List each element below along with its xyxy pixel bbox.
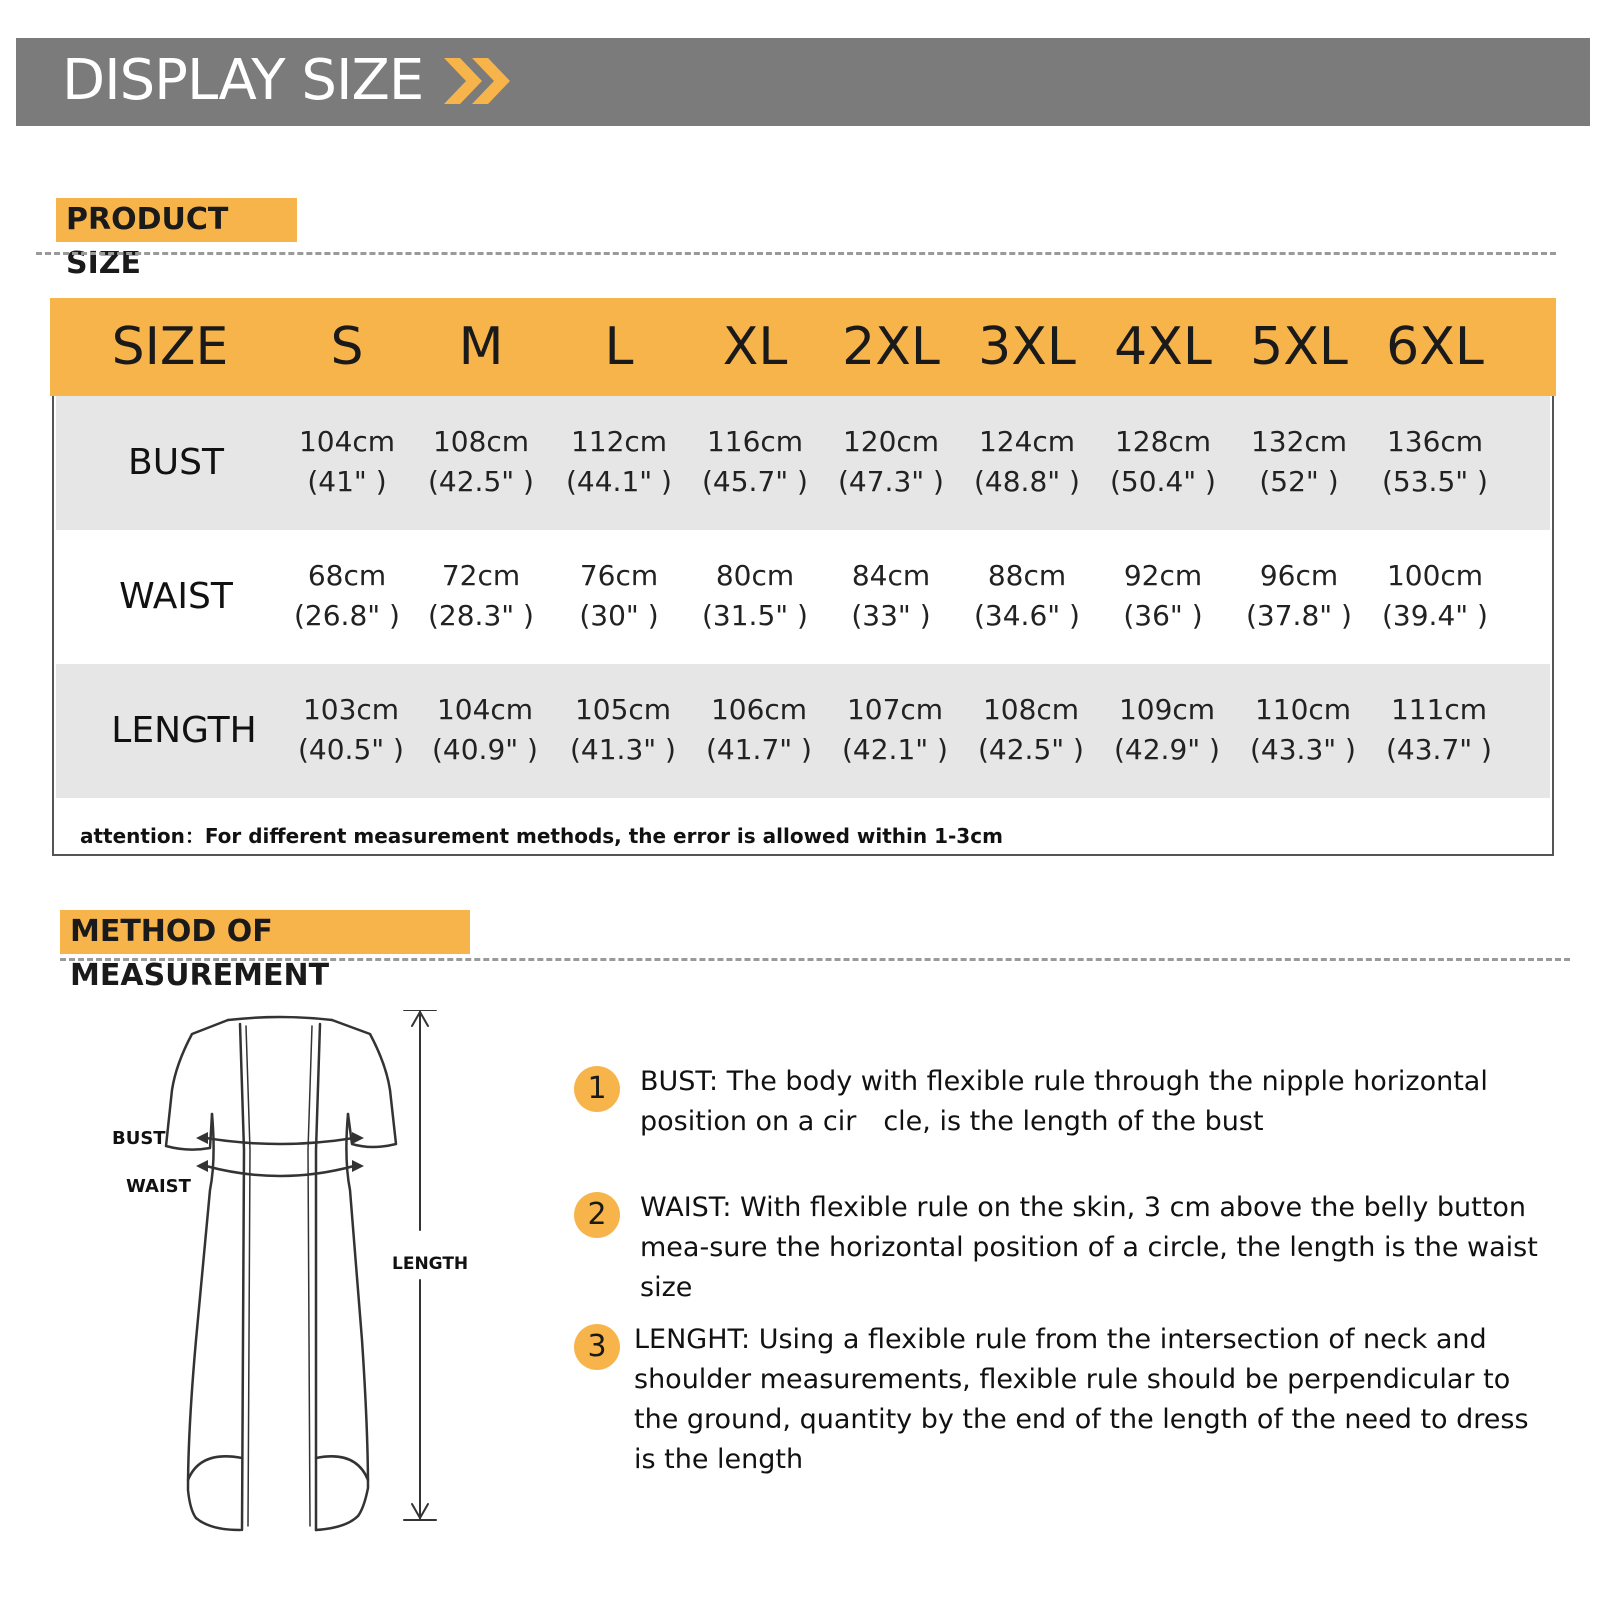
table-cell: 110cm (43.3" ) [1250,693,1356,766]
table-cell: 92cm (36" ) [1123,559,1203,632]
attention-note: attention：For different measurement methods, the error is allowed within 1-3cm [80,824,1003,848]
table-cell: 100cm (39.4" ) [1382,559,1488,632]
header-size: 5XL [1250,317,1348,377]
bust-label: BUST [112,1128,166,1149]
table-cell: 120cm (47.3" ) [838,425,944,498]
table-cell: 107cm (42.1" ) [842,693,948,766]
table-cell: 124cm (48.8" ) [974,425,1080,498]
number-badge: 3 [574,1324,620,1370]
header-size: L [604,317,634,377]
table-cell: 88cm (34.6" ) [974,559,1080,632]
table-cell: 106cm (41.7" ) [706,693,812,766]
display-size-banner [16,38,1590,126]
header-size: XL [722,317,788,377]
divider [36,252,1556,255]
table-cell: 112cm (44.1" ) [566,425,672,498]
method-text: BUST: The body with flexible rule through the nipple horizontal position on a cir cle, is the length of the bust [640,1066,1488,1137]
table-row-waist [56,530,1550,664]
length-label: LENGTH [392,1254,469,1274]
method-text: LENGHT: Using a flexible rule from the intersection of neck and shoulder measurements, flexible rule should be perpendicular to the ground, quantity by the end of the length of the need to dress is the length [634,1324,1529,1475]
row-label: LENGTH [111,710,257,751]
table-cell: 96cm (37.8" ) [1246,559,1352,632]
method-text: WAIST: With flexible rule on the skin, 3 cm above the belly button mea-sure the horizontal position of a circle, the length is the waist size [640,1192,1538,1303]
table-cell: 72cm (28.3" ) [428,559,534,632]
header-size: S [330,317,364,377]
product-size-heading: PRODUCT SIZE [56,198,297,242]
method-heading: METHOD OF MEASUREMENT [60,910,470,954]
table-cell: 104cm (41" ) [298,425,396,498]
size-table [50,298,1556,858]
header-size: 6XL [1386,317,1484,377]
header-size: 3XL [978,317,1076,377]
divider [60,958,1570,961]
table-cell: 109cm (42.9" ) [1114,693,1220,766]
header-size-label: SIZE [111,317,229,377]
table-cell: 128cm (50.4" ) [1110,425,1216,498]
table-cell: 80cm (31.5" ) [702,559,808,632]
table-cell: 116cm (45.7" ) [702,425,808,498]
header-size: 4XL [1114,317,1212,377]
table-cell: 132cm (52" ) [1250,425,1348,498]
waist-label: WAIST [126,1176,191,1197]
number-badge: 1 [574,1066,620,1112]
banner-title: DISPLAY SIZE [62,48,424,113]
table-cell: 68cm (26.8" ) [294,559,400,632]
table-cell: 104cm (40.9" ) [432,693,538,766]
table-cell: 136cm (53.5" ) [1382,425,1488,498]
header-size: 2XL [842,317,940,377]
row-label: WAIST [119,576,233,617]
table-cell: 111cm (43.7" ) [1386,693,1492,766]
table-row-length [56,664,1550,798]
row-label: BUST [128,442,224,483]
header-size: M [458,317,504,377]
table-header-row [50,298,1556,396]
table-cell: 105cm (41.3" ) [570,693,676,766]
table-cell: 108cm (42.5" ) [428,425,534,498]
cardigan-illustration [100,1010,480,1570]
table-cell: 76cm (30" ) [579,559,659,632]
double-chevron-icon [444,58,514,104]
table-cell: 103cm (40.5" ) [298,693,404,766]
number-badge: 2 [574,1192,620,1238]
table-cell: 84cm (33" ) [851,559,931,632]
table-cell: 108cm (42.5" ) [978,693,1084,766]
table-row-bust [56,396,1550,530]
